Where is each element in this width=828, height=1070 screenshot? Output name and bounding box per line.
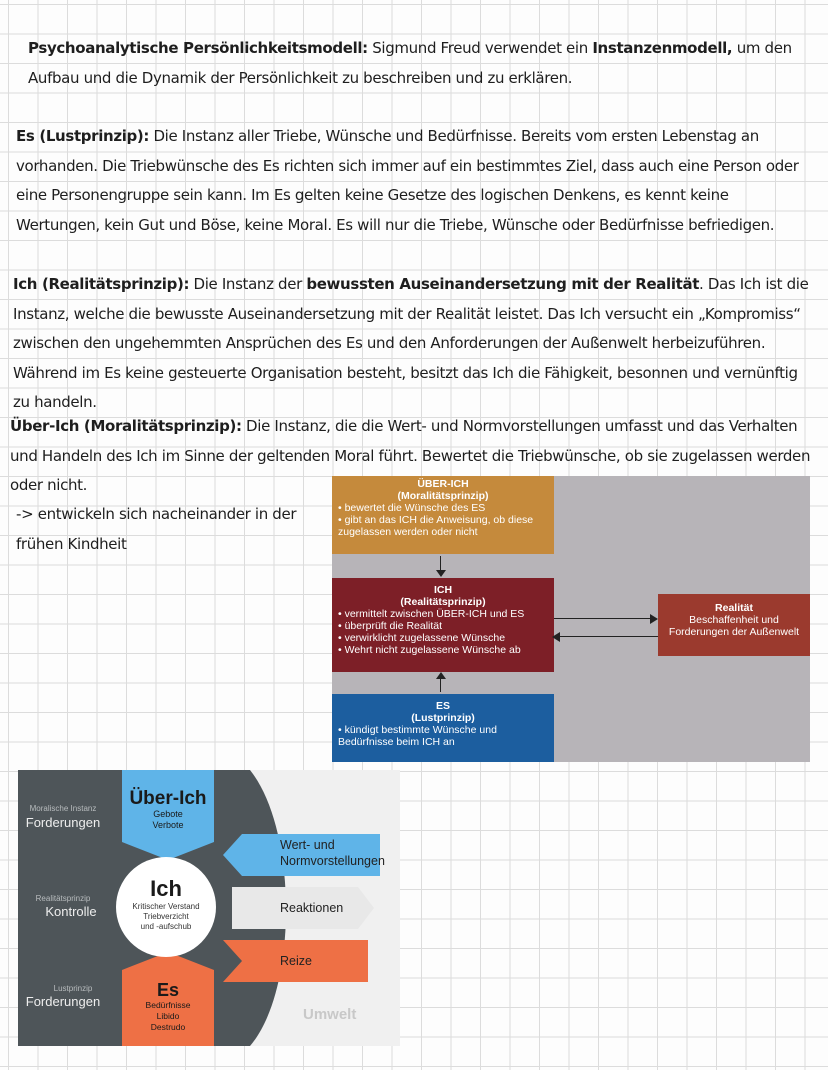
es-item: • kündigt bestimmte Wünsche und Bedürfnisse beim ICH an bbox=[338, 724, 548, 748]
ich-umwelt-diagram bbox=[18, 770, 400, 1046]
arrow-up-es bbox=[440, 678, 441, 692]
ich-item: • überprüft die Realität bbox=[338, 620, 548, 632]
es-line-1: Bedürfnisse bbox=[145, 1000, 191, 1010]
wert-label: Wert- und bbox=[280, 838, 335, 852]
arrowhead-right bbox=[650, 614, 658, 624]
instanzen-diagram bbox=[332, 476, 810, 762]
intro-text-1: Sigmund Freud verwendet ein bbox=[367, 39, 593, 57]
left-forderungen-1: Forderungen bbox=[25, 815, 101, 830]
ueber-ich-item: • bewertet die Wünsche des ES bbox=[338, 502, 548, 514]
normvorstellungen-label: Normvorstellungen bbox=[280, 854, 385, 868]
ueber-ich-box bbox=[332, 476, 554, 554]
arrowhead-up-es bbox=[436, 672, 446, 679]
ich-box-title: ICH bbox=[433, 584, 453, 596]
ich-line-3: und -aufschub bbox=[140, 922, 192, 931]
ich-paragraph bbox=[13, 270, 818, 418]
ich-item: • vermittelt zwischen ÜBER-ICH und ES bbox=[338, 608, 548, 620]
ich-item: • Wehrt nicht zugelassene Wünsche ab bbox=[338, 644, 548, 656]
realitaet-title: Realität bbox=[715, 602, 753, 614]
reize-label: Reize bbox=[280, 954, 312, 968]
es-text: Die Instanz aller Triebe, Wünsche und Bedürfnisse. Bereits vom ersten Lebenstag an vorhanden. Die Triebwünsche des Es richten sich immer auf ein bestimmtes Ziel, dass auch eine Person oder eine Personengruppe sein kann. Im Es gelten keine Gesetze des logischen Denkens, es kennt keine Wertungen, kein Gut und Böse, keine Moral. Es will nur die Triebe, Wünsche oder Bedürfnisse befriedigen. bbox=[16, 127, 799, 234]
ich-line-1: Kritischer Verstand bbox=[132, 902, 200, 911]
ueber-ich-box-title: ÜBER-ICH bbox=[417, 478, 469, 490]
arrow-left-realitaet bbox=[558, 636, 658, 637]
intro-bold: Instanzenmodell, bbox=[592, 39, 733, 57]
ueber-ich-verbote: Verbote bbox=[152, 820, 184, 830]
reaktionen-label: Reaktionen bbox=[280, 901, 344, 915]
ich-text-2: . Das Ich ist die Instanz, welche die bewusste Auseinandersetzung mit der Realität leistet. Das Ich versucht ein „Kompromiss“ zwischen den ungehemmten Ansprüchen des Es und den Anforderungen der Außenwelt herbeizuführen. Während im Es keine gesteuerte Organisation besteht, besitzt das Ich die Fähigkeit, besonnen und vernünftig zu handeln. bbox=[13, 275, 809, 411]
left-forderungen-2: Forderungen bbox=[25, 994, 101, 1009]
ich-title: Ich (Realitätsprinzip): bbox=[13, 275, 190, 293]
intro-paragraph bbox=[28, 34, 808, 93]
ueber-ich-text: Die Instanz, die die Wert- und Normvorstellungen umfasst und das Verhalten und Handeln des Ich im Sinne der geltenden Moral führt. Bewertet die Triebwünsche, ob sie zugelassen werden oder nicht. bbox=[10, 417, 811, 494]
ueber-ich-label: Über-Ich bbox=[129, 788, 207, 809]
ueber-ich-title: Über-Ich (Moralitätsprinzip): bbox=[10, 417, 242, 435]
es-paragraph bbox=[16, 122, 816, 240]
ueber-ich-gebote: Gebote bbox=[153, 809, 183, 819]
ueber-ich-item: • gibt an das ICH die Anweisung, ob diese zugelassen werden oder nicht bbox=[338, 514, 548, 538]
left-realitaetsprinzip: Realitätsprinzip bbox=[35, 894, 91, 903]
ich-line-2: Triebverzicht bbox=[143, 912, 189, 921]
es-box-sub: (Lustprinzip) bbox=[411, 712, 475, 724]
es-line-3: Destrudo bbox=[150, 1022, 186, 1032]
ich-box bbox=[332, 578, 554, 672]
intro-text-2: um den Aufbau und die Dynamik der Persönlichkeit zu beschreiben und zu erklären. bbox=[28, 39, 792, 87]
arrowhead-left bbox=[552, 632, 560, 642]
ueber-ich-box-sub: (Moralitätsprinzip) bbox=[397, 490, 489, 502]
arrow-right-realitaet bbox=[554, 618, 652, 619]
realitaet-line-1: Beschaffenheit und bbox=[689, 614, 779, 626]
es-label: Es bbox=[156, 980, 180, 1000]
es-line-2: Libido bbox=[156, 1011, 180, 1021]
es-box bbox=[332, 694, 554, 762]
arrowhead-down-1 bbox=[436, 570, 446, 577]
intro-title: Psychoanalytische Persönlichkeitsmodell: bbox=[28, 39, 368, 57]
es-title: Es (Lustprinzip): bbox=[16, 127, 150, 145]
ich-item: • verwirklicht zugelassene Wünsche bbox=[338, 632, 548, 644]
ich-text-1: Die Instanz der bbox=[189, 275, 307, 293]
realitaet-line-2: Forderungen der Außenwelt bbox=[668, 626, 800, 638]
umwelt-label: Umwelt bbox=[303, 1006, 357, 1023]
realitaet-box bbox=[658, 594, 810, 656]
development-note: -> entwickeln sich nacheinander in der frühen Kindheit bbox=[16, 505, 297, 553]
es-box-title: ES bbox=[435, 700, 450, 712]
left-moralische-instanz: Moralische Instanz bbox=[29, 804, 97, 813]
left-lustprinzip: Lustprinzip bbox=[53, 984, 93, 993]
ich-bold: bewussten Auseinandersetzung mit der Realität bbox=[306, 275, 700, 293]
ich-box-sub: (Realitätsprinzip) bbox=[400, 596, 486, 608]
ich-label: Ich bbox=[150, 876, 182, 901]
left-kontrolle: Kontrolle bbox=[45, 904, 97, 919]
